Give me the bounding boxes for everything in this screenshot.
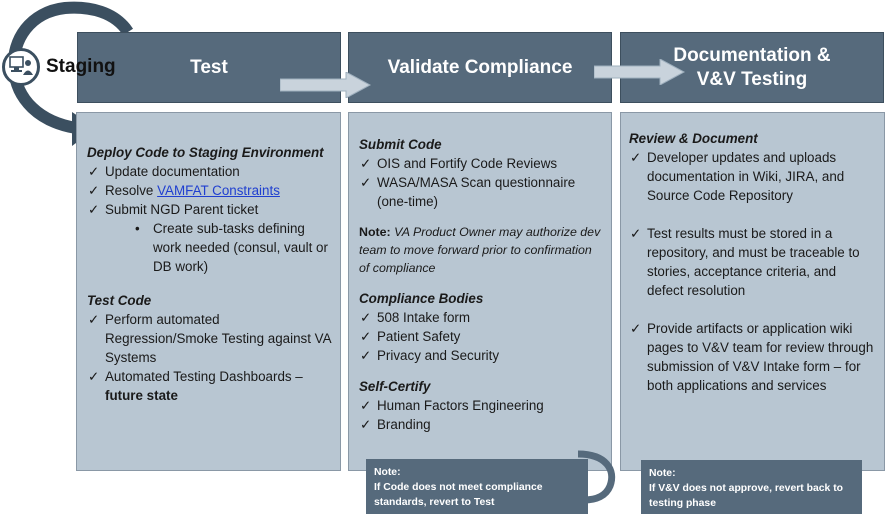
item-wasa-masa: ✓ WASA/MASA Scan questionnaire (one-time) [359, 173, 603, 211]
item-update-documentation: ✓ Update documentation [87, 162, 332, 181]
item-submit-ticket: ✓ Submit NGD Parent ticket [87, 200, 332, 219]
item-resolve-prefix: Resolve [105, 183, 158, 198]
section-test-code-title: Test Code [87, 293, 152, 308]
note-vv-label: Note: [649, 468, 676, 479]
section-review-title: Review & Document [629, 131, 758, 146]
computer-user-icon [2, 48, 40, 86]
vamfat-constraints-link[interactable]: VAMFAT Constraints [157, 183, 280, 198]
header-documentation-line1: Documentation & [673, 44, 831, 66]
section-deploy-title: Deploy Code to Staging Environment [87, 145, 324, 160]
item-branding: ✓ Branding [359, 415, 603, 434]
header-validate-compliance [348, 32, 612, 103]
item-test-results: ✓ Test results must be stored in a repository, and must be traceable to stories, acceptance criteria, and defect resolution [629, 224, 876, 300]
validate-note-label: Note: [359, 225, 391, 239]
item-patient-safety: ✓ Patient Safety [359, 327, 603, 346]
note-compliance-text: If Code does not meet compliance standards, revert to Test [374, 482, 543, 508]
item-dashboards-prefix: Automated Testing Dashboards – [105, 369, 303, 384]
note-vv [641, 460, 862, 514]
item-developer-updates: ✓ Developer updates and uploads documentation in Wiki, JIRA, and Source Code Repository [629, 148, 876, 205]
panel-test [76, 112, 341, 471]
validate-note [359, 223, 603, 277]
section-compliance-bodies-title: Compliance Bodies [359, 291, 484, 306]
item-human-factors: ✓ Human Factors Engineering [359, 396, 603, 415]
note-compliance [366, 459, 588, 514]
note-vv-text: If V&V does not approve, revert back to testing phase [649, 483, 844, 509]
staging-badge [2, 48, 116, 86]
arrow-test-to-validate [280, 72, 372, 98]
header-test-label: Test [190, 56, 228, 78]
item-dashboards-future: future state [105, 388, 178, 403]
section-submit-code-title: Submit Code [359, 137, 442, 152]
note-compliance-label: Note: [374, 467, 401, 478]
panel-documentation [620, 112, 885, 471]
staging-label: Staging [46, 56, 116, 77]
header-documentation-line2: V&V Testing [696, 68, 808, 90]
item-dashboards [87, 367, 332, 405]
item-provide-artifacts: ✓ Provide artifacts or application wiki pages to V&V team for review through submission of V&V Intake form – for both applications and services [629, 319, 876, 395]
validate-note-text: VA Product Owner may authorize dev team to move forward prior to confirmation of compliance [359, 225, 601, 275]
item-privacy-security: ✓ Privacy and Security [359, 346, 603, 365]
item-ois-fortify: ✓ OIS and Fortify Code Reviews [359, 154, 603, 173]
header-validate-label: Validate Compliance [387, 56, 573, 78]
item-resolve-constraints [87, 181, 332, 200]
arrow-validate-to-documentation [594, 59, 686, 85]
subitem-create-subtasks: • Create sub-tasks defining work needed (consul, vault or DB work) [87, 219, 332, 276]
item-508-intake: ✓ 508 Intake form [359, 308, 603, 327]
item-perform-testing: ✓ Perform automated Regression/Smoke Testing against VA Systems [87, 310, 332, 367]
panel-validate-compliance [348, 112, 612, 471]
section-self-certify-title: Self-Certify [359, 379, 431, 394]
